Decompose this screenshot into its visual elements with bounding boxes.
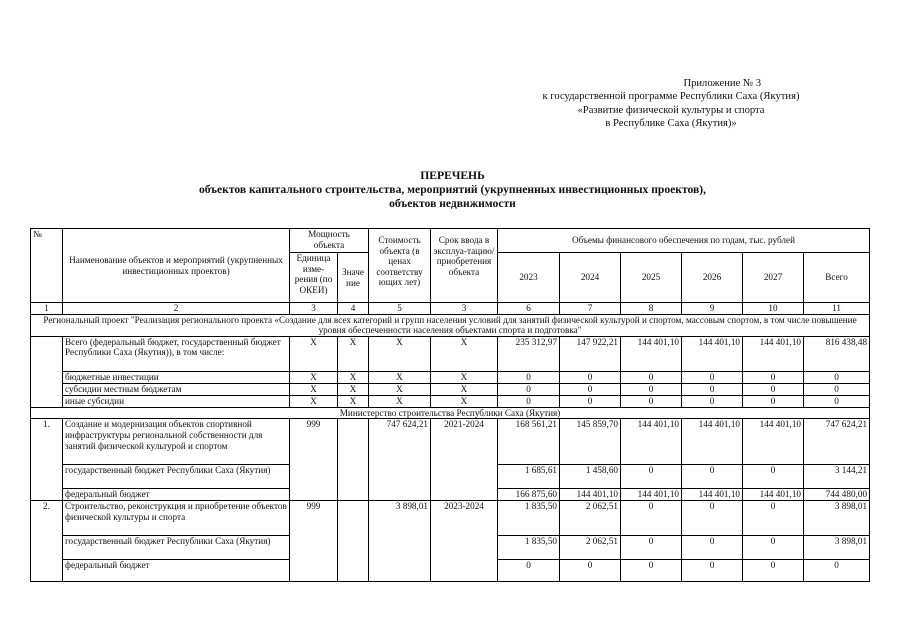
- sub-y2024: 1 458,60: [560, 465, 621, 489]
- summary-num: [31, 395, 63, 407]
- item-total: 747 624,21: [804, 419, 870, 465]
- col-number: 2: [63, 303, 290, 315]
- ministry-title: Министерство строительства Республики Саха (Якутия): [31, 407, 870, 419]
- summary-y2027: 144 401,10: [743, 336, 804, 371]
- summary-row: [31, 395, 870, 407]
- summary-y2025: 144 401,10: [621, 336, 682, 371]
- sub-total: 3 898,01: [804, 535, 870, 559]
- col-number: 3: [431, 303, 498, 315]
- appendix-line-4: в Республике Саха (Якутия)»: [605, 118, 737, 130]
- item-unit: 999: [290, 419, 338, 501]
- col-number: 5: [369, 303, 431, 315]
- summary-term: Х: [431, 336, 498, 371]
- header-y2026: 2026: [682, 253, 743, 303]
- item-term: 2023-2024: [431, 500, 498, 581]
- summary-name: иные субсидии: [63, 395, 290, 407]
- header-total: Всего: [804, 253, 870, 303]
- sub-y2023: 1 685,61: [498, 465, 560, 489]
- item-y2024: 145 859,70: [560, 419, 621, 465]
- title-line-2: объектов капитального строительства, мероприятий (укрупненных инвестиционных проектов),: [198, 183, 707, 197]
- summary-value: Х: [338, 371, 369, 383]
- header-capacity: Мощность объекта: [290, 229, 369, 253]
- item-y2026: 144 401,10: [682, 419, 743, 465]
- sub-y2023: 166 875,60: [498, 489, 560, 501]
- sub-total: 744 480,00: [804, 489, 870, 501]
- regional-project-row: [31, 314, 870, 336]
- summary-unit: Х: [290, 336, 338, 371]
- sub-y2025: 0: [621, 559, 682, 581]
- summary-y2026: 144 401,10: [682, 336, 743, 371]
- appendix-note: [501, 77, 841, 131]
- summary-num: [31, 371, 63, 383]
- summary-y2026: 0: [682, 383, 743, 395]
- header-row-1: [31, 229, 870, 253]
- header-unit: Единица изме-рения (по ОКЕИ): [290, 253, 338, 303]
- summary-value: Х: [338, 383, 369, 395]
- item-name: Строительство, реконструкция и приобретение объектов физической культуры и спорта: [63, 500, 290, 535]
- summary-y2026: 0: [682, 371, 743, 383]
- summary-y2023: 0: [498, 371, 560, 383]
- summary-y2027: 0: [743, 371, 804, 383]
- summary-name: Всего (федеральный бюджет, государственный бюджет Республики Саха (Якутия)), в том числе:: [63, 336, 290, 371]
- summary-name: бюджетные инвестиции: [63, 371, 290, 383]
- item-y2026: 0: [682, 500, 743, 535]
- sub-y2027: 0: [743, 535, 804, 559]
- summary-y2024: 0: [560, 383, 621, 395]
- item-num: 1.: [31, 419, 63, 501]
- sub-y2027: 0: [743, 559, 804, 581]
- sub-y2027: 144 401,10: [743, 489, 804, 501]
- item-y2025: 0: [621, 500, 682, 535]
- summary-value: Х: [338, 395, 369, 407]
- item-y2027: 144 401,10: [743, 419, 804, 465]
- summary-unit: Х: [290, 371, 338, 383]
- summary-num: [31, 336, 63, 371]
- summary-row: [31, 383, 870, 395]
- summary-y2026: 0: [682, 395, 743, 407]
- summary-y2025: 0: [621, 383, 682, 395]
- item-value: [338, 500, 369, 581]
- item-y2024: 2 062,51: [560, 500, 621, 535]
- sub-y2025: 0: [621, 465, 682, 489]
- summary-y2027: 0: [743, 383, 804, 395]
- col-number: 4: [338, 303, 369, 315]
- item-name: Создание и модернизация объектов спортивной инфраструктуры региональной собственности для занятий физической культурой и спортом: [63, 419, 290, 465]
- item-y2027: 0: [743, 500, 804, 535]
- sub-y2025: 0: [621, 535, 682, 559]
- sub-y2024: 2 062,51: [560, 535, 621, 559]
- header-y2027: 2027: [743, 253, 804, 303]
- item-row: [31, 500, 870, 535]
- summary-row: [31, 336, 870, 371]
- summary-y2024: 0: [560, 371, 621, 383]
- sub-y2024: 144 401,10: [560, 489, 621, 501]
- summary-row: [31, 371, 870, 383]
- header-funding: Объемы финансового обеспечения по годам, тыс. рублей: [498, 229, 870, 253]
- summary-total: 0: [804, 383, 870, 395]
- summary-value: Х: [338, 336, 369, 371]
- col-number: 11: [804, 303, 870, 315]
- item-term: 2021-2024: [431, 419, 498, 501]
- header-cost: Стоимость объекта (в ценах соответству ющих лет): [369, 229, 431, 303]
- summary-y2024: 0: [560, 395, 621, 407]
- summary-unit: Х: [290, 383, 338, 395]
- item-cost: 3 898,01: [369, 500, 431, 581]
- sub-name: федеральный бюджет: [63, 489, 290, 501]
- item-cost: 747 624,21: [369, 419, 431, 501]
- col-number: 7: [560, 303, 621, 315]
- capital-objects-table: [30, 228, 870, 582]
- item-y2023: 168 561,21: [498, 419, 560, 465]
- sub-y2026: 0: [682, 559, 743, 581]
- sub-name: государственный бюджет Республики Саха (Якутия): [63, 535, 290, 559]
- regional-project-title: Региональный проект "Реализация регионального проекта «Создание для всех категорий и групп населения условий для занятий физической культурой и спортом, массовым спортом, в том числе повышение уровня обеспеченности населения объектами спорта и подготовка": [31, 314, 870, 336]
- summary-cost: Х: [369, 336, 431, 371]
- item-total: 3 898,01: [804, 500, 870, 535]
- sub-y2025: 144 401,10: [621, 489, 682, 501]
- title-line-1: ПЕРЕЧЕНЬ: [420, 169, 485, 182]
- item-row: [31, 419, 870, 465]
- summary-y2023: 0: [498, 395, 560, 407]
- header-y2025: 2025: [621, 253, 682, 303]
- title-line-3: объектов недвижимости: [389, 197, 516, 211]
- col-number: 6: [498, 303, 560, 315]
- sub-name: государственный бюджет Республики Саха (Якутия): [63, 465, 290, 489]
- item-unit: 999: [290, 500, 338, 581]
- sub-y2024: 0: [560, 559, 621, 581]
- column-number-row: [31, 303, 870, 315]
- header-y2023: 2023: [498, 253, 560, 303]
- header-num: №: [31, 229, 63, 303]
- summary-cost: Х: [369, 383, 431, 395]
- summary-y2023: 0: [498, 383, 560, 395]
- sub-y2023: 0: [498, 559, 560, 581]
- summary-y2023: 235 312,97: [498, 336, 560, 371]
- col-number: 1: [31, 303, 63, 315]
- summary-y2027: 0: [743, 395, 804, 407]
- sub-y2026: 0: [682, 535, 743, 559]
- summary-total: 816 438,48: [804, 336, 870, 371]
- summary-cost: Х: [369, 371, 431, 383]
- appendix-line-3: «Развитие физической культуры и спорта: [577, 104, 765, 116]
- sub-y2023: 1 835,50: [498, 535, 560, 559]
- summary-y2024: 147 922,21: [560, 336, 621, 371]
- header-value: Значе ние: [338, 253, 369, 303]
- item-y2025: 144 401,10: [621, 419, 682, 465]
- ministry-row: [31, 407, 870, 419]
- col-number: 10: [743, 303, 804, 315]
- document-title: [30, 169, 875, 212]
- col-number: 3: [290, 303, 338, 315]
- header-y2024: 2024: [560, 253, 621, 303]
- summary-total: 0: [804, 395, 870, 407]
- sub-y2027: 0: [743, 465, 804, 489]
- summary-term: Х: [431, 395, 498, 407]
- summary-cost: Х: [369, 395, 431, 407]
- summary-term: Х: [431, 383, 498, 395]
- summary-y2025: 0: [621, 371, 682, 383]
- summary-name: субсидии местным бюджетам: [63, 383, 290, 395]
- summary-unit: Х: [290, 395, 338, 407]
- appendix-line-1: Приложение № 3: [683, 78, 761, 89]
- header-name: Наименование объектов и мероприятий (укрупненных инвестиционных проектов): [63, 229, 290, 303]
- item-num: 2.: [31, 500, 63, 581]
- col-number: 9: [682, 303, 743, 315]
- sub-y2026: 0: [682, 465, 743, 489]
- sub-total: 0: [804, 559, 870, 581]
- sub-y2026: 144 401,10: [682, 489, 743, 501]
- item-y2023: 1 835,50: [498, 500, 560, 535]
- sub-total: 3 144,21: [804, 465, 870, 489]
- sub-name: федеральный бюджет: [63, 559, 290, 581]
- header-term: Срок ввода в эксплуа-тацию/ приобретения объекта: [431, 229, 498, 303]
- summary-term: Х: [431, 371, 498, 383]
- summary-num: [31, 383, 63, 395]
- appendix-line-2: к государственной программе Республики Саха (Якутия): [542, 91, 800, 103]
- col-number: 8: [621, 303, 682, 315]
- summary-y2025: 0: [621, 395, 682, 407]
- summary-total: 0: [804, 371, 870, 383]
- item-value: [338, 419, 369, 501]
